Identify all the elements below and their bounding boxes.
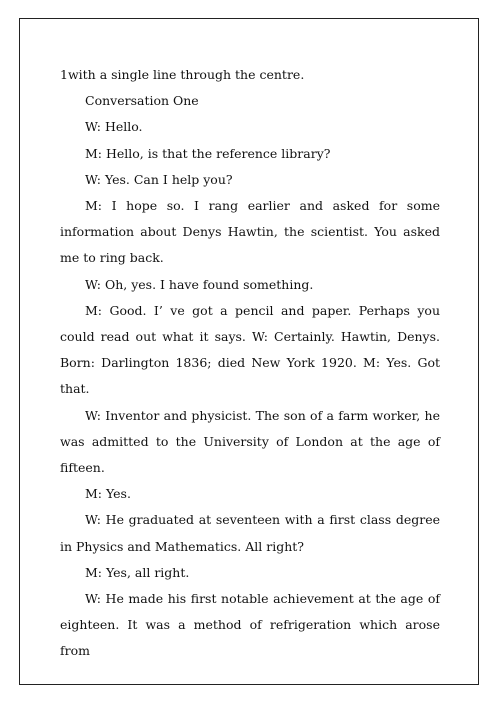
dialogue-line: M: Yes, all right.: [85, 564, 190, 580]
dialogue-line: M: Yes.: [85, 486, 131, 502]
dialogue-line: M: I hope so. I rang earlier and asked for some information about Denys Hawtin, the scientist. You asked me to ring back.: [60, 198, 440, 266]
dialogue-line: W: He graduated at seventeen with a first class degree in Physics and Mathematics. All right?: [60, 512, 440, 554]
dialogue-line: W: Inventor and physicist. The son of a farm worker, he was admitted to the University of London at the age of fifteen.: [60, 407, 440, 476]
dialogue-line: M: Good. I’ ve got a pencil and paper. Perhaps you could read out what it says. W: Certainly. Hawtin, Denys. Born: Darlington 1836; died New York 1920. M: Yes. Got that.: [60, 302, 440, 397]
paragraph-continuation: 1with a single line through the centre.: [60, 67, 305, 82]
dialogue-line: W: Oh, yes. I have found something.: [85, 276, 314, 292]
dialogue-line: M: Hello, is that the reference library?: [85, 145, 331, 161]
document-body: [60, 62, 440, 665]
section-heading: Conversation One: [85, 93, 199, 109]
dialogue-line: W: Yes. Can I help you?: [85, 171, 233, 187]
dialogue-line: W: He made his first notable achievement at the age of eighteen. It was a method of refrigeration which arose from: [60, 591, 440, 659]
dialogue-line: W: Hello.: [85, 119, 143, 135]
